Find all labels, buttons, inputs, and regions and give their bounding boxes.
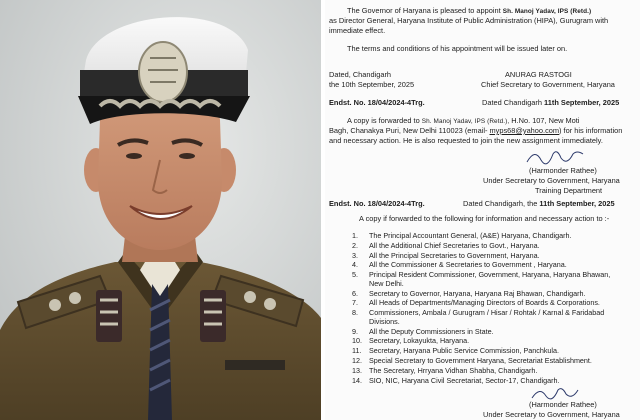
list-item-text: All Heads of Departments/Managing Directors of Boards & Corporations. bbox=[369, 298, 600, 308]
list-item-number: 8. bbox=[352, 308, 358, 318]
sig3-designation: Under Secretary to Government, Haryana bbox=[483, 410, 620, 419]
list-item-text: Secretary, Haryana Public Service Commission, Panchkula. bbox=[369, 346, 560, 356]
sig1-date: the 10th September, 2025 bbox=[329, 80, 415, 89]
signature-1 bbox=[525, 150, 585, 166]
list-item-text: All the Principal Secretaries to Government, Haryana. bbox=[369, 250, 540, 260]
copy2-intro: A copy if forwarded to the following for information and necessary action to :- bbox=[359, 214, 610, 223]
list-item-text: The Secretary, Hrryana Vidhan Shabha, Chandigarh. bbox=[369, 365, 538, 375]
para2-text: The terms and conditions of his appointment will be issued later on. bbox=[347, 44, 568, 53]
list-item-text: Special Secretary to Government Haryana, Secretariat Establishment. bbox=[369, 356, 592, 365]
list-item-number: 11. bbox=[352, 346, 362, 356]
para1-line1: The Governor of Haryana is pleased to appoint Sh. Manoj Yadav, IPS (Retd.) bbox=[347, 6, 592, 15]
list-item-text: The Principal Accountant General, (A&E) Haryana, Chandigarh. bbox=[369, 231, 572, 240]
list-item-number: 12. bbox=[352, 356, 362, 365]
endst2-dated: Dated Chandigarh, the 11th September, 2025 bbox=[463, 199, 615, 208]
list-item-text: SIO, NIC, Haryana Civil Secretariat, Sector-17, Chandigarh. bbox=[369, 375, 560, 385]
list-item-text: Divisions. bbox=[369, 316, 400, 326]
copy1-line3: and necessary action. He is also requested to join the new assignment immediately. bbox=[329, 136, 603, 145]
copy1-line2: Bagh, Chanakya Puri, New Delhi 110023 (email- myps68@yahoo.com) for his information bbox=[329, 126, 623, 135]
list-item-text: Secretary to Governor, Haryana, Haryana Raj Bhawan, Chandigarh. bbox=[369, 288, 586, 298]
list-item-text: All the Deputy Commissioners in State. bbox=[369, 326, 494, 336]
list-item-number: 1. bbox=[352, 231, 358, 240]
list-item-text: New Delhi. bbox=[369, 278, 404, 288]
endst2-number: Endst. No. 18/04/2024-4Trg. bbox=[329, 199, 425, 208]
para1-line2: as Director General, Haryana Institute of Public Administration (HIPA), Gurugram with bbox=[329, 16, 609, 25]
list-item-text: Commissioners, Ambala / Gurugram / Hisar / Rohtak / Karnal & Faridabad bbox=[369, 308, 605, 318]
sig2-name: (Harmonder Rathee) bbox=[529, 166, 597, 175]
list-item-text: Secretary, Lokayukta, Haryana. bbox=[369, 336, 470, 346]
list-item-text: All the Commissioner & Secretaries to Government , Haryana. bbox=[369, 260, 567, 270]
copy1-line1: A copy is forwarded to Sh. Manoj Yadav, IPS (Retd.), H.No. 107, New Moti bbox=[347, 116, 580, 125]
list-item-text: Principal Resident Commissioner, Government, Haryana, Haryana Bhawan, bbox=[369, 270, 611, 280]
sig3-name: (Harmonder Rathee) bbox=[529, 400, 597, 409]
government-order-document bbox=[325, 0, 640, 420]
list-item-number: 2. bbox=[352, 240, 358, 250]
list-item-number: 7. bbox=[352, 298, 358, 308]
list-item-number: 9. bbox=[352, 326, 358, 336]
list-item-number: 13. bbox=[352, 365, 362, 375]
list-item-number: 14. bbox=[352, 375, 362, 385]
sig1-place: Dated, Chandigarh bbox=[329, 70, 392, 79]
sig1-designation: Chief Secretary to Government, Haryana bbox=[481, 80, 615, 89]
sig2-designation: Under Secretary to Government, Haryana bbox=[483, 176, 620, 185]
list-item-number: 10. bbox=[352, 336, 362, 346]
list-item-number: 3. bbox=[352, 250, 358, 260]
endst1-number: Endst. No. 18/04/2024-4Trg. bbox=[329, 98, 425, 107]
email-link[interactable]: myps68@yahoo.com bbox=[489, 126, 560, 135]
sig2-department: Training Department bbox=[535, 186, 603, 195]
list-item-number: 4. bbox=[352, 260, 358, 270]
list-item-text: All the Additional Chief Secretaries to Govt., Haryana. bbox=[369, 240, 540, 250]
list-item-number: 6. bbox=[352, 288, 358, 298]
list-item-number: 5. bbox=[352, 270, 358, 280]
para1-line3: immediate effect. bbox=[329, 26, 386, 35]
endst1-dated: Dated Chandigarh 11th September, 2025 bbox=[482, 98, 620, 107]
sig1-name: ANURAG RASTOGI bbox=[505, 70, 572, 79]
